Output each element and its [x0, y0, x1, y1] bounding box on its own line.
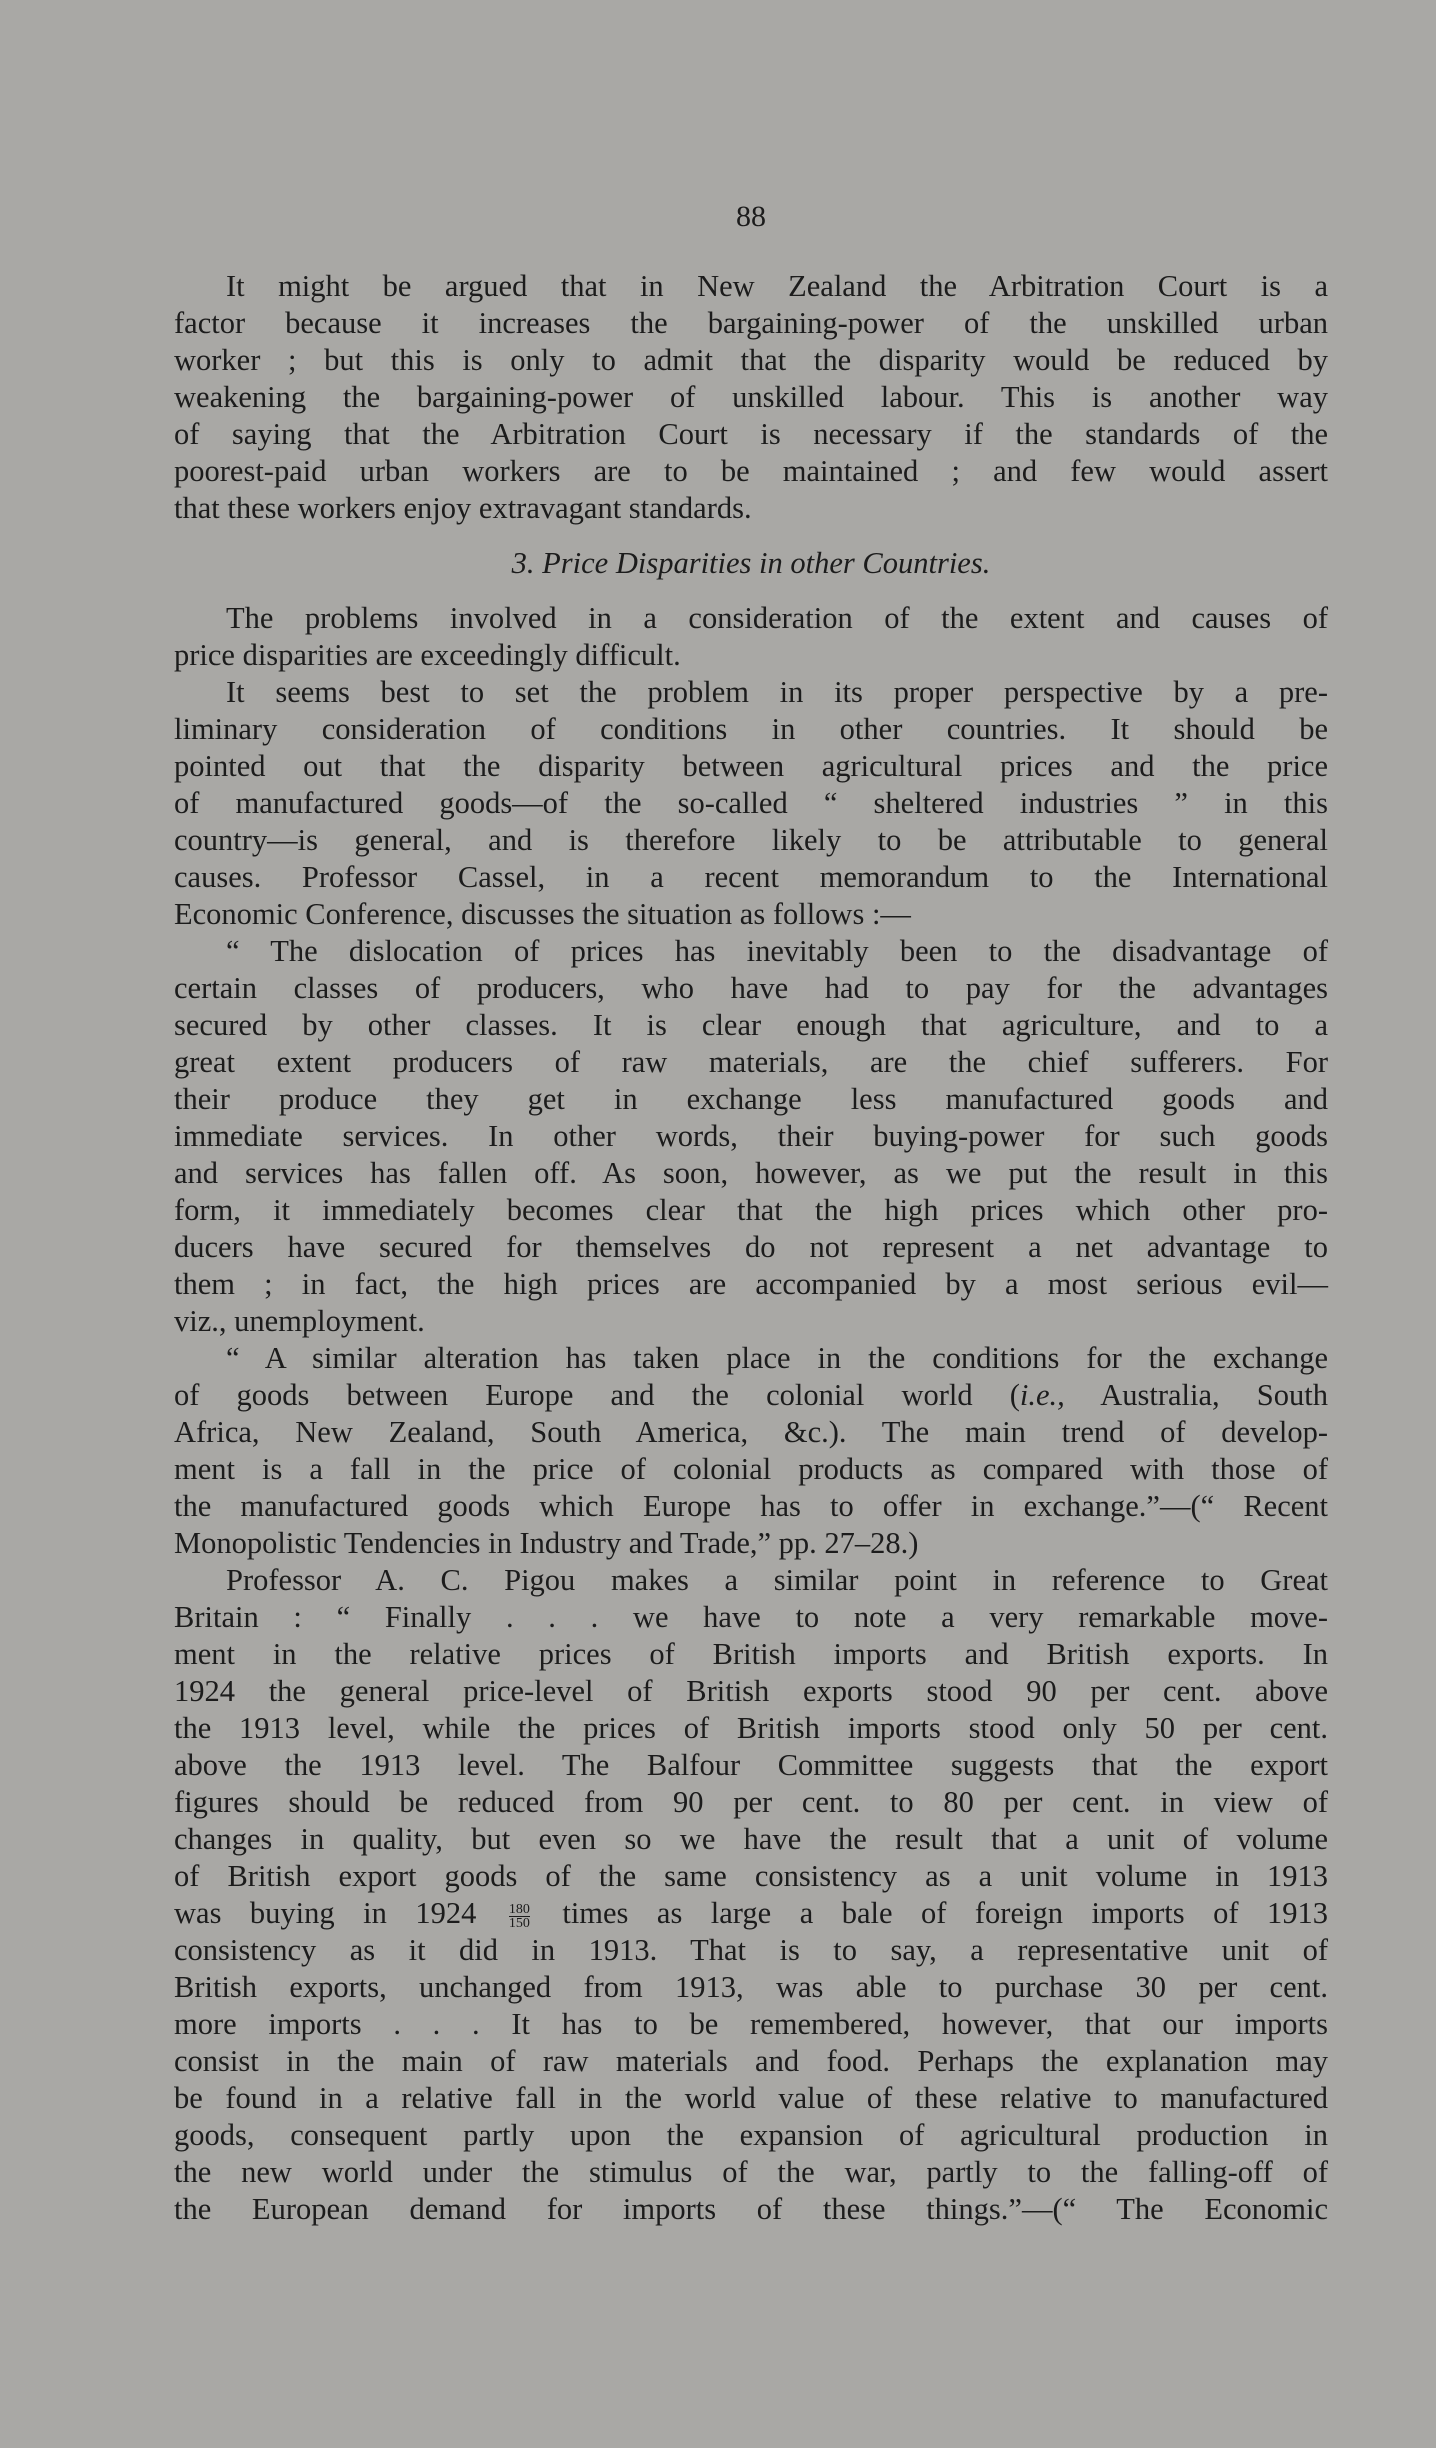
text-line: great extent producers of raw materials, are the chief sufferers. For	[174, 1045, 1328, 1079]
text-line: Britain : “ Finally . . . we have to note a very remarkable move-	[174, 1600, 1328, 1634]
fraction-denominator: 150	[508, 1915, 530, 1931]
text-span: Australia, South	[1064, 1378, 1328, 1412]
text-line: figures should be reduced from 90 per cent. to 80 per cent. in view of	[174, 1785, 1328, 1819]
text-line	[174, 1377, 1328, 1414]
text-line: weakening the bargaining-power of unskilled labour. This is another way	[174, 380, 1328, 414]
text-line: ducers have secured for themselves do not represent a net advantage to	[174, 1230, 1328, 1264]
text-line: It might be argued that in New Zealand the Arbitration Court is a	[226, 269, 1328, 303]
text-line: be found in a relative fall in the world value of these relative to manufactured	[174, 2081, 1328, 2115]
text-line: British exports, unchanged from 1913, was able to purchase 30 per cent.	[174, 1970, 1328, 2004]
text-line: consist in the main of raw materials and food. Perhaps the explanation may	[174, 2044, 1328, 2078]
text-line: goods, consequent partly upon the expansion of agricultural production in	[174, 2118, 1328, 2152]
text-line: consistency as it did in 1913. That is to say, a representative unit of	[174, 1933, 1328, 1967]
text-line: Professor A. C. Pigou makes a similar point in reference to Great	[226, 1563, 1328, 1597]
text-line: and services has fallen off. As soon, however, as we put the result in this	[174, 1156, 1328, 1190]
text-line: the European demand for imports of these things.”—(“ The Economic	[174, 2192, 1328, 2226]
text-line: The problems involved in a consideration of the extent and causes of	[226, 601, 1328, 635]
text-line: “ The dislocation of prices has inevitably been to the disadvantage of	[226, 934, 1328, 968]
text-line: the new world under the stimulus of the war, partly to the falling-off of	[174, 2155, 1328, 2189]
text-span: of goods between Europe and the colonial world (	[174, 1378, 1020, 1412]
body-text	[174, 268, 1328, 2228]
section-heading: 3. Price Disparities in other Countries.	[511, 546, 991, 580]
page-number: 88	[736, 200, 766, 233]
text-line: form, it immediately becomes clear that the high prices which other pro-	[174, 1193, 1328, 1227]
paragraph	[174, 674, 1328, 933]
text-line: It seems best to set the problem in its proper perspective by a pre-	[226, 675, 1328, 709]
text-line: price disparities are exceedingly difficult.	[174, 638, 681, 672]
text-line: poorest-paid urban workers are to be maintained ; and few would assert	[174, 454, 1328, 488]
text-line: secured by other classes. It is clear enough that agriculture, and to a	[174, 1008, 1328, 1042]
text-line: changes in quality, but even so we have the result that a unit of volume	[174, 1822, 1328, 1856]
fraction-numerator: 180	[508, 1901, 530, 1917]
text-span: was buying in 1924	[174, 1896, 477, 1930]
paragraph	[174, 1340, 1328, 1562]
text-line: ment in the relative prices of British imports and British exports. In	[174, 1637, 1328, 1671]
text-line: Economic Conference, discusses the situation as follows :—	[174, 897, 911, 931]
text-line: of saying that the Arbitration Court is necessary if the standards of the	[174, 417, 1328, 451]
text-line: “ A similar alteration has taken place in the conditions for the exchange	[226, 1341, 1328, 1375]
text-line: liminary consideration of conditions in other countries. It should be	[174, 712, 1328, 746]
text-line: causes. Professor Cassel, in a recent memorandum to the International	[174, 860, 1328, 894]
text-line: that these workers enjoy extravagant standards.	[174, 491, 752, 525]
text-line: 1924 the general price-level of British exports stood 90 per cent. above	[174, 1674, 1328, 1708]
text-line: more imports . . . It has to be remembered, however, that our imports	[174, 2007, 1328, 2041]
italic-text: i.e.,	[1019, 1378, 1065, 1412]
text-line: country—is general, and is therefore likely to be attributable to general	[174, 823, 1328, 857]
text-line: immediate services. In other words, their buying-power for such goods	[174, 1119, 1328, 1153]
text-line: viz., unemployment.	[174, 1304, 425, 1338]
text-span: times as large a bale of foreign imports of 1913	[562, 1896, 1329, 1930]
text-line: factor because it increases the bargaining-power of the unskilled urban	[174, 306, 1328, 340]
paragraph	[174, 1562, 1328, 2228]
paragraph	[174, 268, 1328, 527]
text-line: them ; in fact, the high prices are accompanied by a most serious evil—	[174, 1267, 1328, 1301]
text-line: ment is a fall in the price of colonial products as compared with those of	[174, 1452, 1328, 1486]
text-line: of British export goods of the same consistency as a unit volume in 1913	[174, 1859, 1328, 1893]
text-line: Africa, New Zealand, South America, &c.). The main trend of develop-	[174, 1415, 1328, 1449]
text-line: their produce they get in exchange less manufactured goods and	[174, 1082, 1328, 1116]
text-line: of manufactured goods—of the so-called “ sheltered industries ” in this	[174, 786, 1328, 820]
fraction	[509, 1903, 530, 1930]
paragraph	[174, 933, 1328, 1340]
text-line: above the 1913 level. The Balfour Committee suggests that the export	[174, 1748, 1328, 1782]
text-line: Monopolistic Tendencies in Industry and Trade,” pp. 27–28.)	[174, 1526, 919, 1560]
text-line: the manufactured goods which Europe has to offer in exchange.”—(“ Recent	[174, 1489, 1328, 1523]
text-line: pointed out that the disparity between agricultural prices and the price	[174, 749, 1328, 783]
paragraph	[174, 600, 1328, 674]
text-line: certain classes of producers, who have had to pay for the advantages	[174, 971, 1328, 1005]
text-line	[174, 1895, 1328, 1932]
text-line: worker ; but this is only to admit that the disparity would be reduced by	[174, 343, 1328, 377]
text-line: the 1913 level, while the prices of British imports stood only 50 per cent.	[174, 1711, 1328, 1745]
